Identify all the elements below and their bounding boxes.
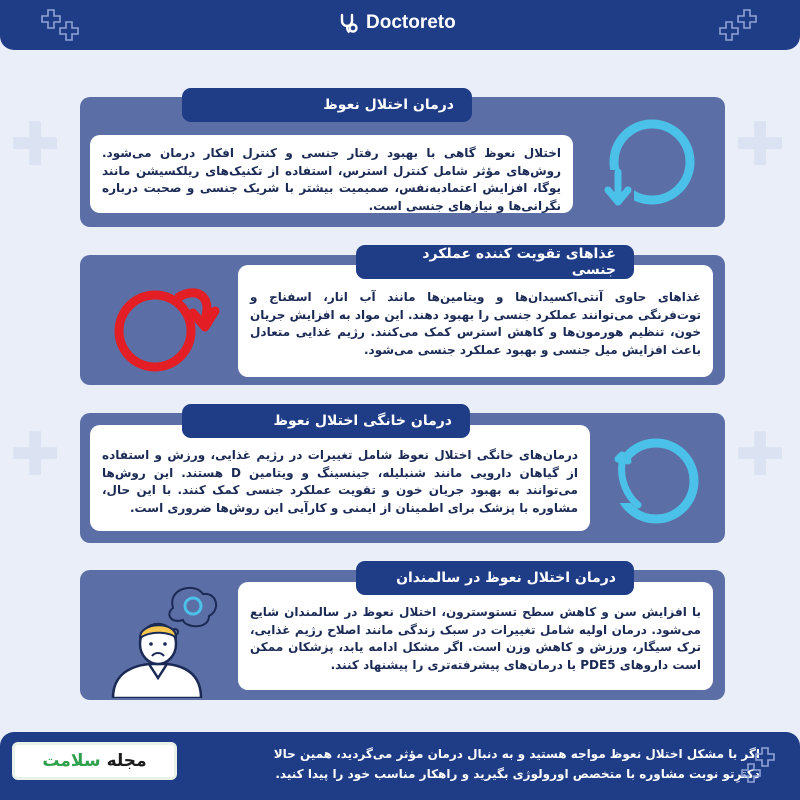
header-bar <box>0 0 800 50</box>
male-symbol-icon <box>95 273 225 373</box>
magazine-word-highlight: سلامت <box>42 751 101 771</box>
footer-line: دکترِتو نوبت مشاوره با متخصص اورولوژی بگیرید و راهکار مناسب خود را پیدا کنید. <box>275 767 760 781</box>
section-text: درمان‌های خانگی اختلال نعوظ شامل تغییرات در رژیم غذایی، ورزش و استفاده از گیاهان دارویی مانند شنبلیله، جینسینگ و ویتامین D هستند. این روش‌ها می‌توانند به بهبود جریان خون و تقویت عملکرد جنسی کمک کنند. با این حال، مشاوره با پزشک برای اطمینان از ایمنی و کارآیی این روش‌ها ضروری است. <box>90 425 590 531</box>
section-text: اختلال نعوظ گاهی با بهبود رفتار جنسی و کنترل افکار درمان می‌شود. روش‌های مؤثر شامل کنترل استرس، استفاده از تکنیک‌های ریلکسیشن مانند یوگا، افزایش اعتمادبه‌نفس، صمیمیت بیشتر با شریک جنسی و صحبت درباره نگرانی‌ها و نیازهای جنسی است. <box>90 135 573 213</box>
stethoscope-icon <box>338 12 360 34</box>
worried-man-icon <box>105 578 225 698</box>
magazine-word: مجله <box>106 751 147 771</box>
magazine-badge[interactable] <box>12 742 177 780</box>
medical-plus-icon <box>718 8 760 44</box>
background-plus-icon: ✚ <box>10 110 61 180</box>
circle-arrow-icon <box>590 112 710 217</box>
section-title-pill: درمان اختلال نعوظ در سالمندان <box>356 561 634 595</box>
section-text: با افزایش سن و کاهش سطح تستوسترون، اختلال نعوظ در سالمندان شایع می‌شود. درمان اولیه شامل تغییرات در سبک زندگی مانند اصلاح رژیم غذایی، ترک سیگار، ورزش و کاهش وزن است. اگر مشکل ادامه یابد، پزشکان ممکن است داروهای PDE5 یا درمان‌های پیشرفته‌تری را پیشنهاد کنند. <box>238 582 713 690</box>
brand-name: Doctoreto <box>366 12 456 33</box>
section-title-pill: درمان اختلال نعوظ <box>182 88 472 122</box>
section-title-pill: غذاهای تقویت کننده عملکرد جنسی <box>356 245 634 279</box>
medical-plus-icon <box>740 746 782 786</box>
section-text: غذاهای حاوی آنتی‌اکسیدان‌ها و ویتامین‌ها مانند آب انار، اسفناج و توت‌فرنگی می‌توانند عملکرد جنسی را بهبود دهند. این مواد به افزایش جریان خون، تنظیم هورمون‌ها و کاهش استرس کمک می‌کنند. رژیم غذایی متعادل باعث افزایش میل جنسی و بهبود عملکرد جنسی می‌شود. <box>238 265 713 377</box>
brand-logo[interactable] <box>338 12 456 34</box>
circle-arrow-icon <box>598 429 718 534</box>
footer-text <box>140 744 760 784</box>
background-plus-icon: ✚ <box>10 420 61 490</box>
background-plus-icon: ✚ <box>735 110 786 180</box>
footer-line: اگر با مشکل اختلال نعوظ مواجه هستید و به دنبال درمان مؤثر می‌گردید، همین حالا <box>273 747 760 761</box>
background-plus-icon: ✚ <box>735 420 786 490</box>
medical-plus-icon <box>40 8 82 44</box>
section-title-pill: درمان خانگی اختلال نعوظ <box>182 404 470 438</box>
